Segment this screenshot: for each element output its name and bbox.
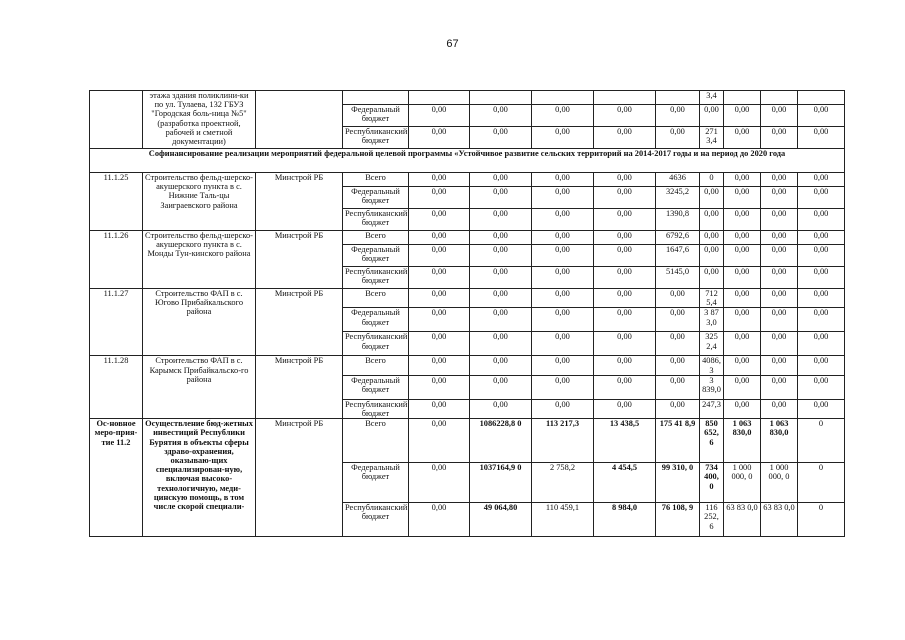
row-value: 0,00 <box>656 356 700 375</box>
row-value: 0,00 <box>724 267 761 289</box>
row-source: Республиканский бюджет <box>343 127 409 149</box>
row-value: 0,00 <box>724 332 761 356</box>
row-value: 2 758,2 <box>532 463 594 503</box>
row-value: 0,00 <box>761 231 798 245</box>
row-name: Строительство ФАП в с. Карымск Прибайкальско-го района <box>143 356 256 419</box>
row-value: 113 217,3 <box>532 419 594 463</box>
row-value: 0,00 <box>761 127 798 149</box>
row-value <box>798 91 845 105</box>
row-value: 1 063 830,0 <box>724 419 761 463</box>
row-value: 0,00 <box>761 308 798 332</box>
table-row <box>90 173 845 187</box>
row-value: 4 454,5 <box>594 463 656 503</box>
row-value: 3,4 <box>700 91 724 105</box>
row-value: 0,00 <box>798 209 845 231</box>
row-value: 0,00 <box>409 245 470 267</box>
row-value: 0,00 <box>798 173 845 187</box>
row-name: этажа здания поликлини-ки по ул. Тулаева, 132 ГБУЗ "Городская боль-ница №5"(разработка проектной, рабочей и сметной документации) <box>143 91 256 149</box>
row-value: 0,00 <box>761 245 798 267</box>
row-value: 0,00 <box>656 399 700 418</box>
row-value: 63 83 0,0 <box>761 503 798 537</box>
row-source: Федеральный бюджет <box>343 245 409 267</box>
row-value: 0,00 <box>798 245 845 267</box>
row-value: 76 108, 9 <box>656 503 700 537</box>
row-value: 0,00 <box>532 105 594 127</box>
row-value: 0,00 <box>594 173 656 187</box>
row-value: 0,00 <box>532 267 594 289</box>
row-responsible: Минстрой РБ <box>256 289 343 356</box>
row-value: 0,00 <box>532 356 594 375</box>
row-value: 0,00 <box>532 231 594 245</box>
row-value: 0,00 <box>409 127 470 149</box>
row-value: 0,00 <box>532 173 594 187</box>
row-value: 0,00 <box>724 245 761 267</box>
row-value: 0,00 <box>700 231 724 245</box>
row-value: 0,00 <box>470 375 532 399</box>
row-value: 0,00 <box>470 308 532 332</box>
row-value: 110 459,1 <box>532 503 594 537</box>
row-value: 0 <box>798 463 845 503</box>
row-value: 0,00 <box>470 173 532 187</box>
row-value: 0,00 <box>594 308 656 332</box>
table-row <box>90 356 845 375</box>
row-source: Республиканский бюджет <box>343 267 409 289</box>
row-value: 0,00 <box>532 187 594 209</box>
row-value: 0,00 <box>470 209 532 231</box>
row-value: 0,00 <box>594 209 656 231</box>
row-value: 0,00 <box>724 209 761 231</box>
row-value: 0,00 <box>470 231 532 245</box>
row-value: 0,00 <box>798 308 845 332</box>
row-value: 0,00 <box>594 105 656 127</box>
row-name: Строительство ФАП в с. Югово Прибайкальского района <box>143 289 256 356</box>
row-value: 0,00 <box>724 375 761 399</box>
row-value: 0,00 <box>761 399 798 418</box>
row-value <box>409 91 470 105</box>
row-value: 0,00 <box>656 105 700 127</box>
row-value: 0,00 <box>761 267 798 289</box>
row-value: 734 400, 0 <box>700 463 724 503</box>
row-value: 0,00 <box>409 308 470 332</box>
row-value: 0,00 <box>594 356 656 375</box>
row-value: 5145,0 <box>656 267 700 289</box>
row-value: 0,00 <box>700 245 724 267</box>
row-value: 3 87 3,0 <box>700 308 724 332</box>
row-value: 4636 <box>656 173 700 187</box>
row-value: 0 <box>798 503 845 537</box>
row-value: 0,00 <box>409 503 470 537</box>
row-responsible: Минстрой РБ <box>256 231 343 289</box>
row-value: 247,3 <box>700 399 724 418</box>
row-source: Республиканский бюджет <box>343 399 409 418</box>
row-value: 0,00 <box>798 399 845 418</box>
row-value: 0,00 <box>594 267 656 289</box>
row-value: 0,00 <box>798 332 845 356</box>
row-value: 0,00 <box>798 289 845 308</box>
row-value: 0,00 <box>409 267 470 289</box>
row-value: 116 252, 6 <box>700 503 724 537</box>
row-value <box>656 91 700 105</box>
row-value: 0,00 <box>470 267 532 289</box>
row-responsible: Минстрой РБ <box>256 419 343 537</box>
row-value: 3 839,0 <box>700 375 724 399</box>
row-value: 0,00 <box>470 187 532 209</box>
row-source: Республиканский бюджет <box>343 209 409 231</box>
row-value: 4086, 3 <box>700 356 724 375</box>
row-value: 1 063 830,0 <box>761 419 798 463</box>
row-source: Республиканский бюджет <box>343 332 409 356</box>
row-value: 0,00 <box>532 332 594 356</box>
row-source: Всего <box>343 231 409 245</box>
row-value: 0,00 <box>532 308 594 332</box>
row-value: 0,00 <box>532 399 594 418</box>
row-value: 0,00 <box>798 231 845 245</box>
row-value: 0,00 <box>532 245 594 267</box>
row-value: 0,00 <box>798 267 845 289</box>
row-source: Всего <box>343 419 409 463</box>
row-source: Всего <box>343 289 409 308</box>
row-value: 0,00 <box>798 187 845 209</box>
row-code: 11.1.27 <box>90 289 143 356</box>
row-value: 0,00 <box>724 289 761 308</box>
row-value: 0,00 <box>656 375 700 399</box>
row-value: 0,00 <box>656 332 700 356</box>
row-code: 11.1.25 <box>90 173 143 231</box>
row-value: 0,00 <box>470 399 532 418</box>
row-value: 0,00 <box>761 187 798 209</box>
row-source: Федеральный бюджет <box>343 187 409 209</box>
row-value: 8 984,0 <box>594 503 656 537</box>
row-value: 0,00 <box>761 332 798 356</box>
row-value <box>724 91 761 105</box>
row-value: 0,00 <box>409 332 470 356</box>
row-value: 0,00 <box>798 375 845 399</box>
row-name: Осуществление бюд-жетных инвестиций Республики Бурятия в объекты сферы здраво-охранения, оказываю-щих специализирован-ную, включая высоко-технологичную, меди-цинскую помощь, в том числе скорой специали- <box>143 419 256 537</box>
row-value: 0,00 <box>798 127 845 149</box>
row-value: 0,00 <box>594 332 656 356</box>
row-name: Строительство фельд-шерско-акушерского пункта в с. Нижние Таль-цы Заиграевского района <box>143 173 256 231</box>
row-value: 0,00 <box>761 356 798 375</box>
row-source: Федеральный бюджет <box>343 105 409 127</box>
row-source: Федеральный бюджет <box>343 308 409 332</box>
row-value: 0,00 <box>798 356 845 375</box>
row-value: 0,00 <box>724 187 761 209</box>
row-value: 0,00 <box>409 375 470 399</box>
row-value: 271 3,4 <box>700 127 724 149</box>
row-value: 0,00 <box>594 289 656 308</box>
row-value: 0,00 <box>532 289 594 308</box>
row-value: 0,00 <box>470 105 532 127</box>
budget-table <box>89 90 845 537</box>
row-value: 0,00 <box>409 231 470 245</box>
row-value: 1086228,8 0 <box>470 419 532 463</box>
row-value: 0,00 <box>656 127 700 149</box>
row-value: 1 000 000, 0 <box>761 463 798 503</box>
row-source <box>343 91 409 105</box>
row-value <box>594 91 656 105</box>
row-value: 49 064,80 <box>470 503 532 537</box>
page-number: 67 <box>446 38 459 50</box>
row-value: 1390,8 <box>656 209 700 231</box>
row-value: 0 <box>798 419 845 463</box>
section-title: Софинансирование реализации мероприятий федеральной целевой программы «Устойчивое развитие сельских территорий на 2014-2017 годы и на период до 2020 года <box>90 149 845 173</box>
row-value: 0,00 <box>700 187 724 209</box>
row-value: 0,00 <box>594 399 656 418</box>
row-value: 0,00 <box>724 105 761 127</box>
row-value: 0,00 <box>470 356 532 375</box>
row-value: 0,00 <box>700 209 724 231</box>
row-value: 0,00 <box>798 105 845 127</box>
row-value: 0,00 <box>409 419 470 463</box>
row-value: 0,00 <box>656 289 700 308</box>
row-responsible: Минстрой РБ <box>256 356 343 419</box>
row-responsible: Минстрой РБ <box>256 173 343 231</box>
row-source: Всего <box>343 356 409 375</box>
row-source: Федеральный бюджет <box>343 375 409 399</box>
row-value: 0,00 <box>409 356 470 375</box>
row-value: 0 <box>700 173 724 187</box>
row-name: Строительство фельд-шерско-акушерского пункта в с. Монды Тун-кинского района <box>143 231 256 289</box>
row-source: Республиканский бюджет <box>343 503 409 537</box>
row-value: 850 652, 6 <box>700 419 724 463</box>
row-value: 0,00 <box>724 173 761 187</box>
row-value: 325 2,4 <box>700 332 724 356</box>
row-value: 0,00 <box>532 375 594 399</box>
row-value: 99 310, 0 <box>656 463 700 503</box>
row-value: 1647,6 <box>656 245 700 267</box>
row-value: 0,00 <box>724 356 761 375</box>
row-value: 0,00 <box>656 308 700 332</box>
row-value: 0,00 <box>724 399 761 418</box>
row-value: 0,00 <box>700 105 724 127</box>
row-value: 0,00 <box>470 245 532 267</box>
row-value <box>470 91 532 105</box>
row-value: 0,00 <box>724 127 761 149</box>
row-value: 0,00 <box>761 173 798 187</box>
row-value: 0,00 <box>470 289 532 308</box>
row-code: 11.1.26 <box>90 231 143 289</box>
row-value: 0,00 <box>594 127 656 149</box>
row-value: 1037164,9 0 <box>470 463 532 503</box>
row-value: 0,00 <box>761 375 798 399</box>
table-row <box>90 419 845 463</box>
section-row <box>90 149 845 173</box>
row-value: 0,00 <box>594 187 656 209</box>
row-code: 11.1.28 <box>90 356 143 419</box>
row-value: 0,00 <box>724 231 761 245</box>
row-value: 0,00 <box>761 105 798 127</box>
row-value: 175 41 8,9 <box>656 419 700 463</box>
row-value: 0,00 <box>409 209 470 231</box>
row-value: 712 5,4 <box>700 289 724 308</box>
row-responsible <box>256 91 343 149</box>
row-value: 0,00 <box>409 463 470 503</box>
row-value: 0,00 <box>409 173 470 187</box>
row-value <box>532 91 594 105</box>
row-code <box>90 91 143 149</box>
row-value: 0,00 <box>532 127 594 149</box>
row-value: 0,00 <box>761 209 798 231</box>
row-value: 13 438,5 <box>594 419 656 463</box>
row-value: 63 83 0,0 <box>724 503 761 537</box>
row-value: 0,00 <box>409 105 470 127</box>
row-value: 0,00 <box>594 231 656 245</box>
row-value <box>761 91 798 105</box>
row-value: 0,00 <box>761 289 798 308</box>
row-code: Ос-новное меро-прия-тие 11.2 <box>90 419 143 537</box>
row-value: 3245,2 <box>656 187 700 209</box>
table-row <box>90 289 845 308</box>
row-value: 1 000 000, 0 <box>724 463 761 503</box>
row-value: 0,00 <box>409 399 470 418</box>
row-value: 0,00 <box>532 209 594 231</box>
row-value: 0,00 <box>724 308 761 332</box>
table-row <box>90 231 845 245</box>
row-value: 0,00 <box>470 127 532 149</box>
row-value: 0,00 <box>470 332 532 356</box>
row-value: 0,00 <box>594 245 656 267</box>
row-source: Всего <box>343 173 409 187</box>
row-source: Федеральный бюджет <box>343 463 409 503</box>
row-value: 6792,6 <box>656 231 700 245</box>
row-value: 0,00 <box>594 375 656 399</box>
row-value: 0,00 <box>409 187 470 209</box>
row-value: 0,00 <box>409 289 470 308</box>
table-row <box>90 91 845 105</box>
row-value: 0,00 <box>700 267 724 289</box>
